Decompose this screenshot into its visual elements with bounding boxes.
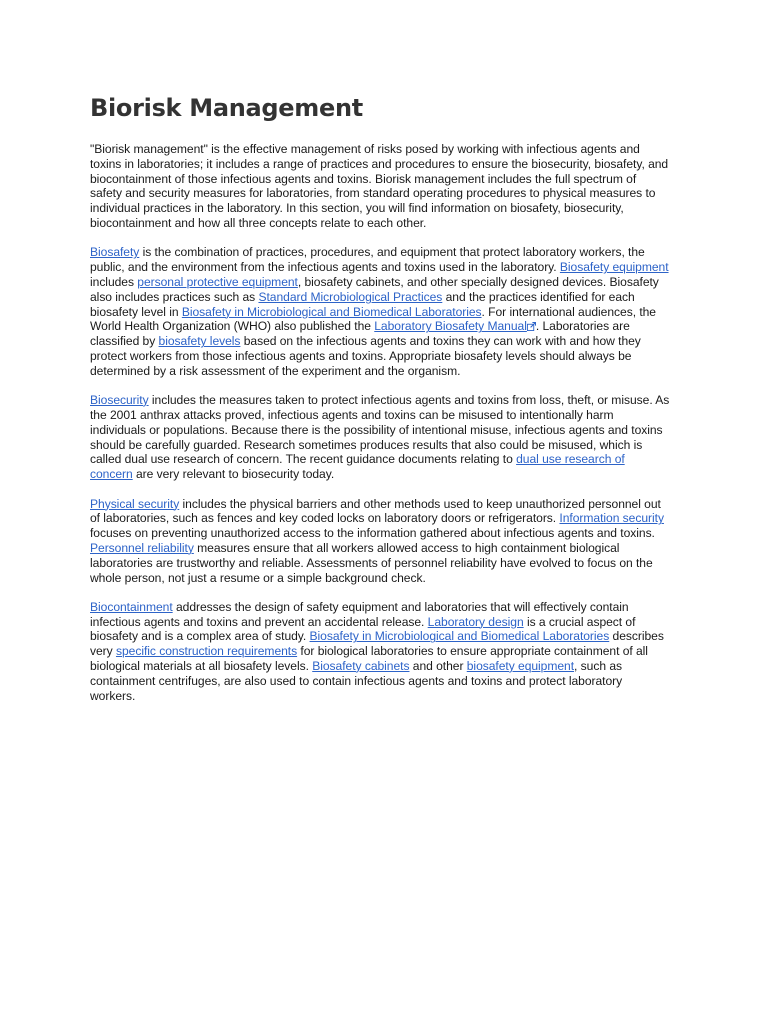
standard-microbiological-practices-link[interactable]: Standard Microbiological Practices	[258, 289, 443, 304]
biosafety-cabinets-link[interactable]: Biosafety cabinets	[312, 659, 410, 674]
intro-text: "Biorisk management" is the effective management of risks posed by working with infectious agents and toxins in laboratories; it includes a range of practices and procedures to ensure the biosecurity, biosafety, and biocontainment of those infectious agents and toxins. Biorisk management includes the full spectrum of safety and security measures for laboratories, from standard operating procedures to physical measures to individual practices in the laboratory. In this section, you will find information on biosafety, biosecurity, biocontainment and how all three concepts relate to each other.	[90, 142, 669, 230]
document-page	[90, 92, 670, 718]
page-title: Biorisk Management	[90, 94, 363, 122]
information-security-link[interactable]: Information security	[559, 511, 664, 526]
dual-use-research-link[interactable]: dual use research of concern	[90, 452, 625, 482]
biosafety-paragraph: Biosafety is the combination of practices, procedures, and equipment that protect laboratory workers, the public, and the environment from the infectious agents and toxins used in the laboratory. Biosafety equipment includes personal protective equipment, biosafety cabinets, and other specially designed devices. Biosafety also includes practices such as Standard Microbiological Practices and the practices identified for each biosafety level in Biosafety in Microbiological and Biomedical Laboratories. For international audiences, the World Health Organization (WHO) also published the Laboratory Biosafety Manual . Laboratories are classified by biosafety levels based on the infectious agents and toxins they can work with and how they protect workers from those infectious agents and toxins. Appropriate biosafety levels should always be determined by a risk assessment of the experiment and the organism.	[90, 245, 669, 378]
biosecurity-link[interactable]: Biosecurity	[90, 393, 149, 408]
biosafety-levels-link[interactable]: biosafety levels	[158, 334, 241, 349]
intro-paragraph	[90, 142, 670, 231]
biosafety-equipment-link[interactable]: Biosafety equipment	[559, 260, 669, 275]
bmbl-link[interactable]: Biosafety in Microbiological and Biomedical Laboratories	[181, 304, 482, 319]
physical-security-paragraph: Physical security includes the physical barriers and other methods used to keep unauthorized personnel out of laboratories, such as fences and key coded locks on laboratory doors or refrigerators. Information security focuses on preventing unauthorized access to the information gathered about infectious agents and toxins. Personnel reliability measures ensure that all workers allowed access to high containment biological laboratories are trustworthy and reliable. Assessments of personnel reliability have evolved to focus on the whole person, not just a resume or a simple background check.	[90, 496, 664, 585]
external-link-icon	[527, 322, 536, 331]
laboratory-biosafety-manual-link[interactable]: Laboratory Biosafety Manual	[374, 319, 527, 334]
biosafety-link[interactable]: Biosafety	[90, 245, 140, 260]
construction-requirements-link[interactable]: specific construction requirements	[115, 644, 298, 659]
biocontainment-paragraph: Biocontainment addresses the design of safety equipment and laboratories that will effectively contain infectious agents and toxins and prevent an accidental release. Laboratory design is a crucial aspect of biosafety and is a complex area of study. Biosafety in Microbiological and Biomedical Laboratories describes very specific construction requirements for biological laboratories to ensure appropriate containment of all biological materials at all biosafety levels. Biosafety cabinets and other biosafety equipment, such as containment centrifuges, are also used to contain infectious agents and toxins and protect laboratory workers.	[90, 599, 664, 703]
bmbl-link-2[interactable]: Biosafety in Microbiological and Biomedical Laboratories	[309, 629, 610, 644]
laboratory-design-link[interactable]: Laboratory design	[427, 614, 524, 629]
biosafety-equipment-link-2[interactable]: biosafety equipment	[466, 659, 575, 674]
biosecurity-paragraph: Biosecurity includes the measures taken to protect infectious agents and toxins from loss, theft, or misuse. As the 2001 anthrax attacks proved, infectious agents and toxins can be misused to intentionally harm individuals or populations. Because there is the possibility of intentional misuse, infectious agents and toxins should be carefully guarded. Research sometimes produces results that also could be misused, which is called dual use research of concern. The recent guidance documents relating to dual use research of concern are very relevant to biosecurity today.	[90, 393, 670, 482]
personnel-reliability-link[interactable]: Personnel reliability	[90, 540, 194, 555]
biocontainment-link[interactable]: Biocontainment	[90, 599, 173, 614]
physical-security-link[interactable]: Physical security	[90, 496, 180, 511]
ppe-link[interactable]: personal protective equipment	[137, 274, 298, 289]
